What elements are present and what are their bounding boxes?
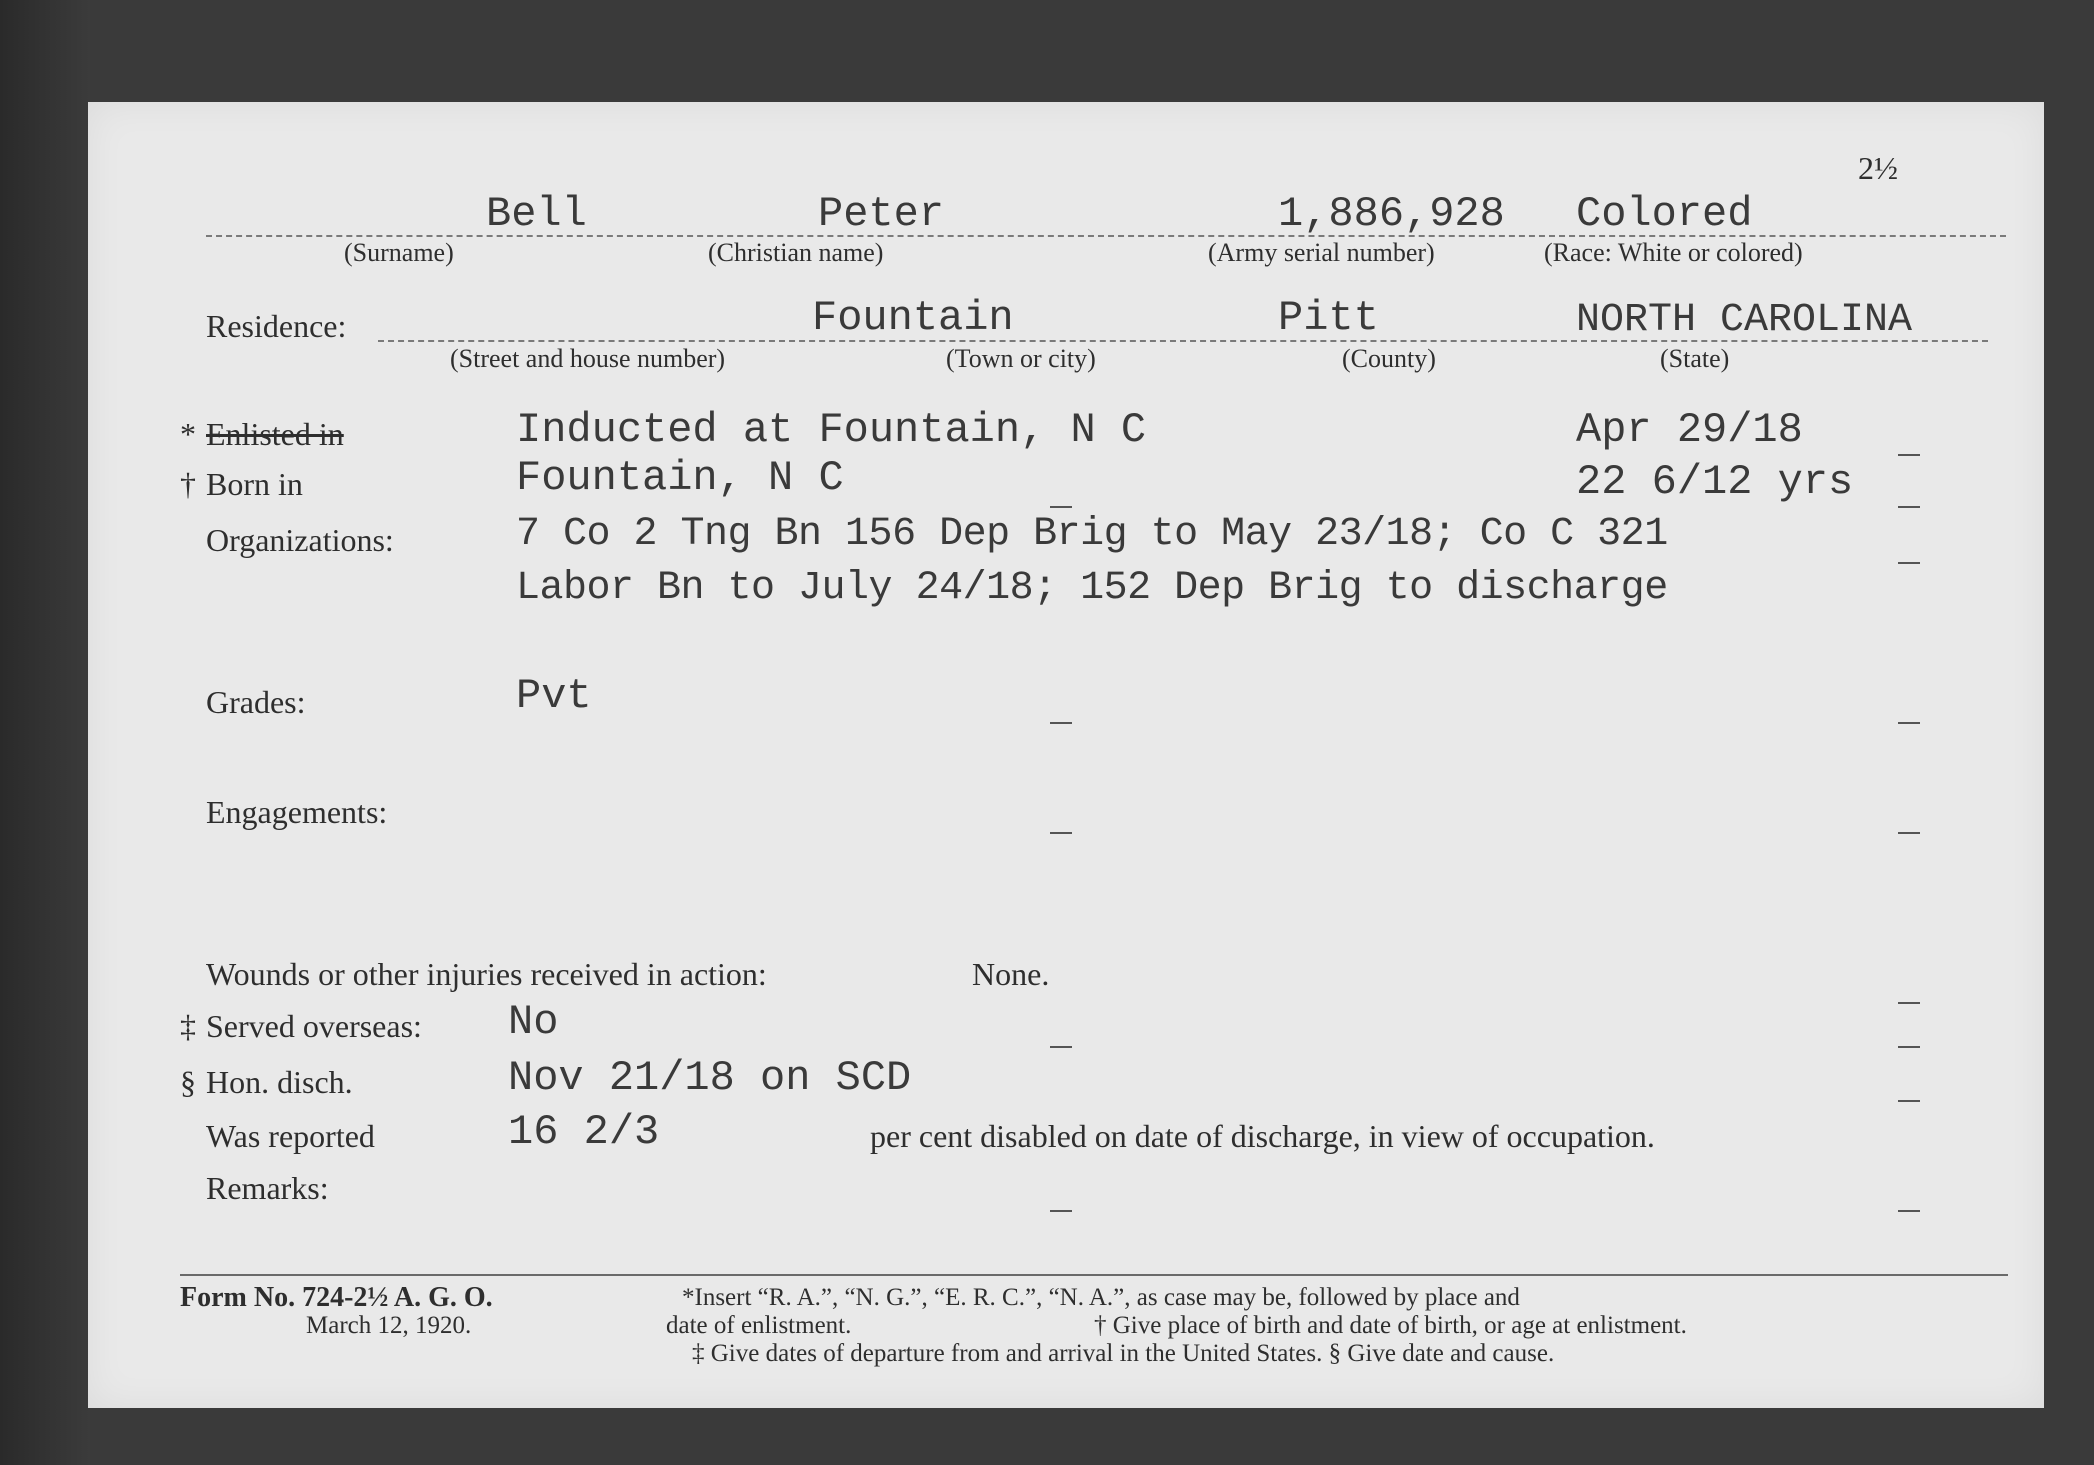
county-caption: (County) [1342,344,1436,373]
discharge-mark: § [180,1064,196,1100]
grades-value: Pvt [516,672,592,720]
christian-name-value: Peter [818,190,945,238]
engagements-label: Engagements: [206,794,388,830]
born-label: Born in [206,466,303,502]
enlisted-value: Inducted at Fountain, N C [516,406,1147,454]
engagements-mid-dash [1050,832,1072,834]
footnote-enlistment: *Insert “R. A.”, “N. G.”, “E. R. C.”, “N. A.”, as case may be, followed by place and [682,1284,1520,1311]
footnote-overseas-discharge: ‡ Give dates of departure from and arrival in the United States. § Give date and cause. [692,1340,1555,1367]
residence-state: NORTH CAROLINA [1576,298,1913,343]
remarks-end-dash [1898,1210,1920,1212]
overseas-mark: ‡ [180,1008,196,1044]
born-value: Fountain, N C [516,454,844,502]
overseas-value: No [508,998,559,1046]
christian-name-caption: (Christian name) [708,238,884,267]
town-caption: (Town or city) [946,344,1096,373]
overseas-end-dash [1898,1046,1920,1048]
engagements-end-dash [1898,832,1920,834]
footnote-enlistment-cont: date of enlistment. [666,1312,852,1339]
card-number: 2½ [1858,150,1898,186]
organizations-line-1: 7 Co 2 Tng Bn 156 Dep Brig to May 23/18; Co C 321 [516,512,1668,557]
footer-rule [180,1274,2008,1276]
overseas-mid-dash [1050,1046,1072,1048]
residence-label: Residence: [206,308,347,344]
reported-suffix: per cent disabled on date of discharge, in view of occupation. [870,1118,1655,1154]
enlisted-end-dash [1898,454,1920,456]
form-date: March 12, 1920. [306,1312,472,1339]
grades-end-dash [1898,722,1920,724]
organizations-label: Organizations: [206,522,394,558]
state-caption: (State) [1660,344,1730,373]
residence-town: Fountain [812,294,1014,342]
wounds-value: None. [972,956,1050,992]
scan-background [0,0,90,1465]
service-record-card [88,102,2044,1408]
reported-value: 16 2/3 [508,1108,660,1156]
enlisted-mark: * [180,416,196,452]
born-end-dash [1898,506,1920,508]
organizations-line-2: Labor Bn to July 24/18; 152 Dep Brig to discharge [516,566,1668,611]
residence-county: Pitt [1278,294,1379,342]
discharge-value: Nov 21/18 on SCD [508,1054,912,1102]
born-mid-dash [1050,506,1072,508]
serial-number-value: 1,886,928 [1278,190,1505,238]
born-age: 22 6/12 yrs [1576,458,1854,506]
remarks-mid-dash [1050,1210,1072,1212]
overseas-label: Served overseas: [206,1008,422,1044]
street-caption: (Street and house number) [450,344,726,373]
wounds-label: Wounds or other injuries received in action: [206,956,767,992]
organizations-end-dash [1898,562,1920,564]
grades-mid-dash [1050,722,1072,724]
surname-caption: (Surname) [344,238,454,267]
enlisted-label: Enlisted in [206,416,344,452]
enlisted-date: Apr 29/18 [1576,406,1803,454]
reported-label: Was reported [206,1118,375,1154]
born-mark: † [180,466,196,502]
form-number: Form No. 724-2½ A. G. O. [180,1282,493,1313]
race-caption: (Race: White or colored) [1544,238,1803,267]
remarks-label: Remarks: [206,1170,329,1206]
surname-value: Bell [486,190,587,238]
wounds-end-dash [1898,1002,1920,1004]
race-value: Colored [1576,190,1753,238]
discharge-label: Hon. disch. [206,1064,353,1100]
discharge-end-dash [1898,1100,1920,1102]
footnote-birth: † Give place of birth and date of birth, or age at enlistment. [1094,1312,1687,1339]
serial-number-caption: (Army serial number) [1208,238,1435,267]
grades-label: Grades: [206,684,306,720]
